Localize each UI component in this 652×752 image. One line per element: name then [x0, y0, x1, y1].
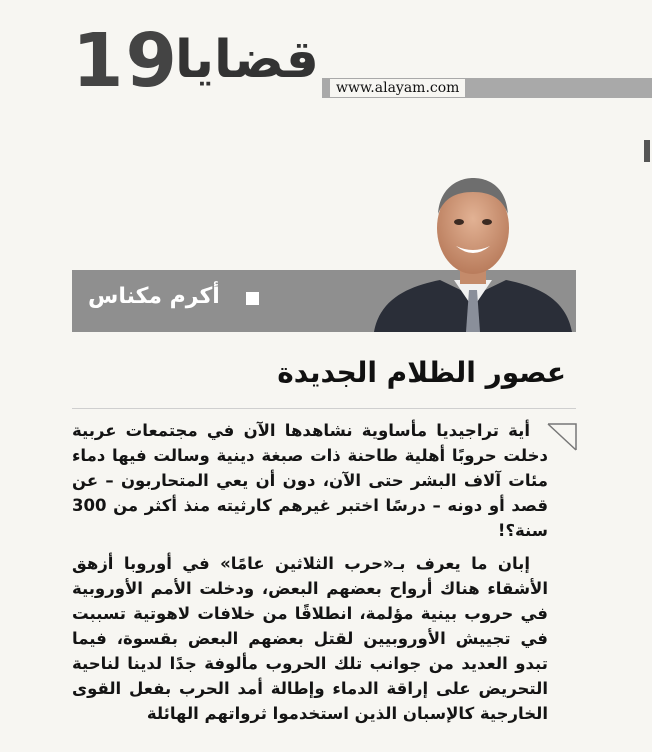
article-paragraph-1: أية تراجيديا مأساوية نشاهدها الآن في مجتمعات عربية دخلت حروبًا أهلية طاحنة ذات صبغة دينية وسالت فيها دماء مئات آلاف البشر حتى الآن، دون أن يعي المتحاربون – عن قصد أو دونه – درسًا اختبر غيرهم كارثيته منذ أكثر من 300 سنة؟! — [72, 421, 548, 540]
headline-divider — [72, 408, 576, 409]
masthead — [0, 0, 652, 130]
author-bullet-icon — [246, 292, 259, 305]
page-edge-mark — [644, 140, 650, 162]
article-headline: عصور الظلام الجديدة — [277, 356, 566, 389]
corner-triangle-icon — [546, 420, 578, 452]
page-number: 19 — [72, 18, 179, 104]
author-photo — [370, 168, 576, 332]
article-body — [72, 418, 548, 734]
site-url[interactable]: www.alayam.com — [330, 79, 465, 97]
author-name: أكرم مكناس — [88, 284, 220, 309]
section-title: قضايا — [175, 30, 319, 90]
article-paragraph-2: إبان ما يعرف بـ«حرب الثلاثين عامًا» في أوروبا أزهق الأشقاء هناك أرواح بعضهم البعض، ودخلت الأمم الأوروبية في حروب بينية مؤلمة، انطلاقًا من خلافات لاهوتية تسببت في تجييش الأوروبيين لقتل بعضهم البعض بقسوة، فيما تبدو العديد من جوانب تلك الحروب مألوفة جدًا لدينا لناحية التحريض على إراقة الدماء وإطالة أمد الحرب بفعل القوى الخارجية كالإسبان الذين استخدموا ثرواتهم الهائلة — [72, 554, 548, 723]
